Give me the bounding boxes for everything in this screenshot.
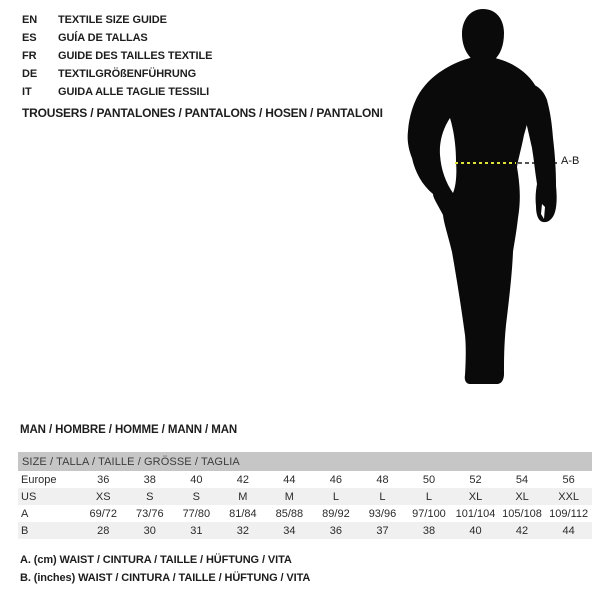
size-value-cell: 69/72 — [89, 507, 118, 520]
size-value-cell: 77/80 — [182, 507, 211, 520]
size-value-cell: S — [192, 490, 200, 503]
size-value-cell: 105/108 — [502, 507, 542, 520]
size-value-cell: XL — [468, 490, 483, 503]
size-value-cell: 44 — [562, 524, 575, 537]
size-value-cell: XL — [515, 490, 529, 503]
footnote-b: B. (inches) WAIST / CINTURA / TAILLE / HÜFTUNG / VITA — [20, 572, 311, 584]
size-value-cell: 38 — [422, 524, 436, 537]
language-label: TEXTILGRÖßENFÜHRUNG — [58, 68, 197, 80]
language-row — [22, 83, 212, 101]
size-table-header-row — [18, 452, 592, 471]
language-code: IT — [22, 86, 32, 98]
size-value-cell: 34 — [283, 524, 296, 537]
size-row-label: A — [21, 507, 29, 520]
size-value-cell: 54 — [515, 473, 529, 486]
size-value-cell: 73/76 — [136, 507, 164, 520]
size-value-cell: 31 — [190, 524, 203, 537]
footnote-a: A. (cm) WAIST / CINTURA / TAILLE / HÜFTUNG / VITA — [20, 554, 292, 566]
language-code: FR — [22, 50, 37, 62]
size-table-row — [18, 505, 592, 522]
size-table-row — [18, 522, 592, 539]
size-value-cell: 42 — [515, 524, 529, 537]
size-value-cell: 36 — [97, 473, 110, 486]
language-code: EN — [22, 14, 38, 26]
size-value-cell: XXL — [558, 490, 580, 503]
size-value-cell: L — [425, 490, 433, 503]
size-value-cell: 93/96 — [368, 507, 397, 520]
garment-heading: TROUSERS / PANTALONES / PANTALONS / HOSEN / PANTALONI — [22, 106, 383, 120]
silhouette-right-arm — [520, 83, 557, 222]
size-value-cell: 56 — [562, 473, 575, 486]
language-row — [22, 29, 212, 47]
size-row-label: Europe — [21, 473, 57, 486]
size-row-label: US — [21, 490, 37, 503]
size-value-cell: 44 — [283, 473, 296, 486]
size-value-cell: 37 — [376, 524, 389, 537]
size-value-cell: 101/104 — [455, 507, 496, 520]
size-value-cell: 81/84 — [229, 507, 257, 520]
size-value-cell: 97/100 — [412, 507, 446, 520]
language-row — [22, 65, 212, 83]
size-value-cell: 109/112 — [549, 507, 589, 520]
size-table-row — [18, 488, 592, 505]
size-value-cell: 52 — [469, 473, 482, 486]
size-value-cell: 89/92 — [322, 507, 350, 520]
size-value-cell: S — [146, 490, 154, 503]
size-value-cell: 40 — [190, 473, 203, 486]
silhouette-body — [408, 54, 535, 384]
size-value-cell: 46 — [329, 473, 343, 486]
language-label: GUIDE DES TAILLES TEXTILE — [58, 50, 213, 62]
size-value-cell: 30 — [143, 524, 156, 537]
language-label: TEXTILE SIZE GUIDE — [58, 14, 167, 26]
language-label: GUIDA ALLE TAGLIE TESSILI — [58, 86, 210, 98]
language-code: DE — [22, 68, 38, 80]
size-value-cell: L — [332, 490, 339, 503]
section-heading: MAN / HOMBRE / HOMME / MANN / MAN — [20, 424, 238, 436]
language-row — [22, 47, 212, 65]
size-row-label: B — [21, 524, 29, 537]
size-table — [18, 452, 592, 539]
size-value-cell: M — [284, 490, 294, 503]
size-value-cell: M — [238, 490, 248, 503]
size-value-cell: 32 — [236, 524, 249, 537]
man-silhouette-figure — [400, 0, 600, 400]
language-label: GUÍA DE TALLAS — [58, 32, 148, 44]
size-value-cell: 85/88 — [275, 507, 304, 520]
size-value-cell: 38 — [143, 473, 156, 486]
language-guide — [22, 11, 212, 101]
size-value-cell: XS — [95, 490, 111, 503]
size-table-body — [18, 471, 592, 539]
size-value-cell: 48 — [376, 473, 389, 486]
size-value-cell: 40 — [469, 524, 482, 537]
size-value-cell: 36 — [329, 524, 343, 537]
measure-label: A-B — [561, 155, 580, 167]
language-row — [22, 11, 212, 29]
footnotes — [20, 551, 310, 587]
size-table-row — [18, 471, 592, 488]
language-code: ES — [22, 32, 37, 44]
size-value-cell: 28 — [97, 524, 110, 537]
man-silhouette-icon — [400, 0, 600, 400]
size-value-cell: L — [379, 490, 386, 503]
size-table-header: SIZE / TALLA / TAILLE / GRÖSSE / TAGLIA — [18, 452, 592, 471]
size-value-cell: 42 — [236, 473, 249, 486]
size-value-cell: 50 — [422, 473, 436, 486]
